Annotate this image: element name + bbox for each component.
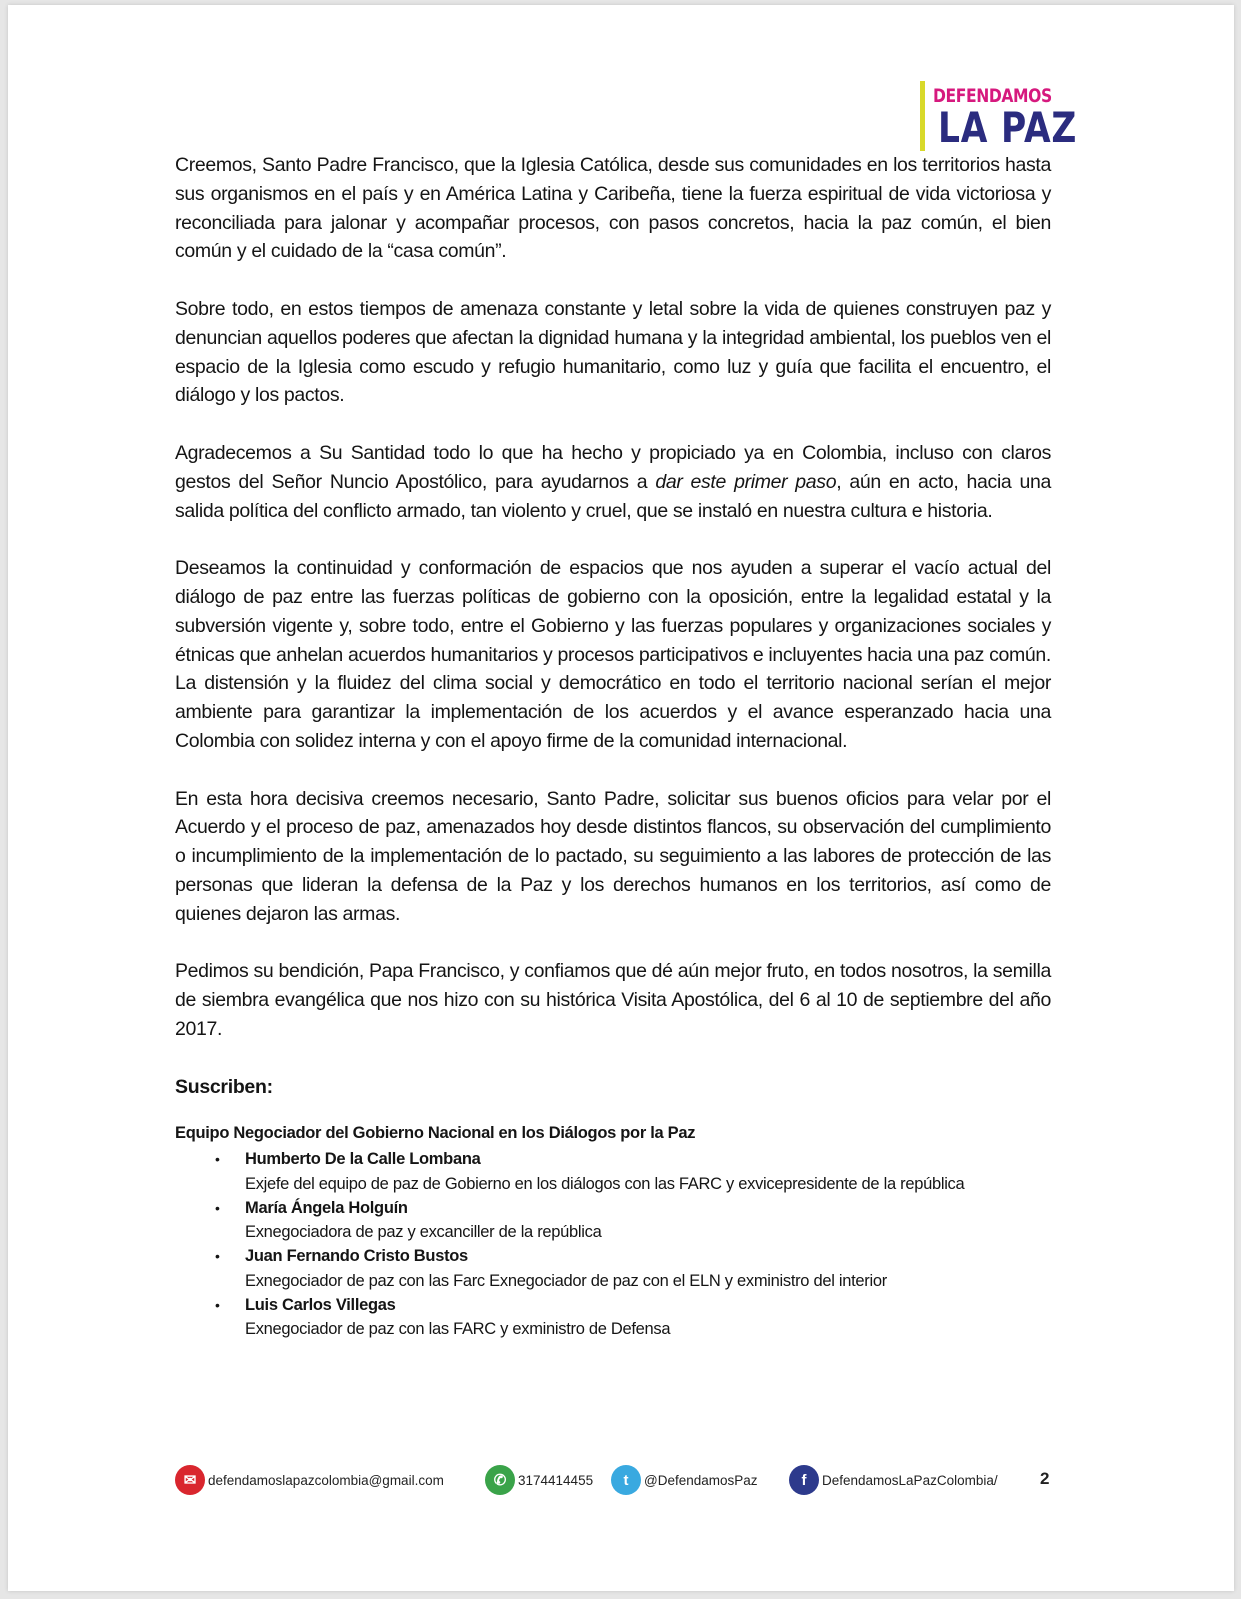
paragraph-2: Sobre todo, en estos tiempos de amenaza constante y letal sobre la vida de quienes construyen paz y denuncian aquellos poderes que afectan la dignidad humana y la integridad ambiental, los pueblos ven el espacio de la Iglesia como escudo y refugio humanitario, como luz y guía que facilita el encuentro, el diálogo y los pactos. bbox=[175, 297, 1051, 407]
paragraph-3-end: , aún en acto, hacia una salida política del conflicto armado, tan violento y cruel, que se instaló en nuestra cultura e historia. bbox=[175, 470, 1051, 522]
page-number: 2 bbox=[1040, 1469, 1050, 1488]
signer-list bbox=[175, 1147, 1051, 1341]
signer-name: María Ángela Holguín bbox=[245, 1198, 408, 1217]
page-footer bbox=[175, 1463, 1055, 1497]
subscribe-heading: Suscriben: bbox=[175, 1075, 273, 1098]
paragraph-3 bbox=[175, 439, 1051, 525]
mail-icon: ✉ bbox=[175, 1465, 205, 1495]
paragraph-1: Creemos, Santo Padre Francisco, que la Iglesia Católica, desde sus comunidades en los territorios hasta sus organismos en el país y en América Latina y Caribeña, tiene la fuerza espiritual de vida victoriosa y reconciliada para jalonar y acompañar procesos, con pasos concretos, hacia la paz común, el bien común y el cuidado de la “casa común”. bbox=[175, 154, 1051, 263]
phone-number[interactable]: 3174414455 bbox=[518, 1472, 594, 1488]
paragraph-4: Deseamos la continuidad y conformación de espacios que nos ayuden a superar el vacío actual del diálogo de paz entre las fuerzas políticas de gobierno con la oposición, entre la legalidad estatal y la subversión vigente y, sobre todo, entre el Gobierno y las fuerzas populares y organizaciones sociales y étnicas que anhelan acuerdos humanitarios y procesos participativos e incluyentes hacia una paz común. La distensión y la fluidez del clima social y democrático en todo el territorio nacional serían el mejor ambiente para garantizar la implementación de los acuerdos y el avance esperanzado hacia una Colombia con solidez interna y con el apoyo firme de la comunidad internacional. bbox=[175, 557, 1051, 752]
signer-item bbox=[175, 1244, 1051, 1293]
paragraph-3-start: Agradecemos a Su Santidad todo lo que ha hecho y propiciado ya en Colombia, incluso con claros gestos del Señor Nuncio Apostólico, para ayudarnos a bbox=[175, 441, 1051, 493]
footer-facebook[interactable] bbox=[789, 1463, 998, 1497]
document-page bbox=[8, 5, 1234, 1591]
signer-name: Luis Carlos Villegas bbox=[245, 1296, 396, 1315]
paragraph-6: Pedimos su bendición, Papa Francisco, y confiamos que dé aún mejor fruto, en todos nosotros, la semilla de siembra evangélica que nos hizo con su histórica Visita Apostólica, del 6 al 10 de septiembre del año 2017. bbox=[175, 960, 1051, 1040]
facebook-icon: f bbox=[789, 1465, 819, 1495]
signer-name: Humberto De la Calle Lombana bbox=[245, 1150, 481, 1169]
footer-email[interactable] bbox=[175, 1463, 444, 1497]
signer-item bbox=[175, 1293, 1051, 1342]
signer-group-title: Equipo Negociador del Gobierno Nacional en los Diálogos por la Paz bbox=[175, 1124, 696, 1143]
logo-accent-bar bbox=[920, 81, 925, 151]
signer-item bbox=[175, 1147, 1051, 1196]
facebook-page[interactable]: DefendamosLaPazColombia/ bbox=[822, 1472, 998, 1488]
email-link[interactable]: defendamoslapazcolombia@gmail.com bbox=[208, 1472, 444, 1488]
signer-role: Exnegociador de paz con las Farc Exnegociador de paz con el ELN y exministro del interior bbox=[245, 1271, 887, 1290]
bullet-icon: • bbox=[215, 1248, 220, 1265]
bullet-icon: • bbox=[215, 1151, 220, 1168]
signer-role: Exjefe del equipo de paz de Gobierno en los diálogos con las FARC y exvicepresidente de la república bbox=[245, 1174, 965, 1193]
paragraph-5: En esta hora decisiva creemos necesario, Santo Padre, solicitar sus buenos oficios para velar por el Acuerdo y el proceso de paz, amenazados hoy desde distintos flancos, su observación del cumplimiento o incumplimiento de la implementación de lo pactado, su seguimiento a las labores de protección de las personas que lideran la defensa de la Paz y los derechos humanos en los territorios, así como de quienes dejaron las armas. bbox=[175, 787, 1051, 925]
whatsapp-icon: ✆ bbox=[485, 1465, 515, 1495]
signer-role: Exnegociadora de paz y excanciller de la república bbox=[245, 1223, 602, 1242]
letter-body bbox=[175, 151, 1051, 1342]
twitter-icon: t bbox=[611, 1465, 641, 1495]
signer-item bbox=[175, 1196, 1051, 1245]
signer-role: Exnegociador de paz con las FARC y exministro de Defensa bbox=[245, 1320, 671, 1339]
footer-whatsapp[interactable] bbox=[485, 1463, 593, 1497]
bullet-icon: • bbox=[215, 1199, 220, 1216]
bullet-icon: • bbox=[215, 1297, 220, 1314]
paragraph-3-italic: dar este primer paso bbox=[655, 470, 837, 493]
logo-line-2: LA PAZ bbox=[938, 103, 1078, 152]
footer-twitter[interactable] bbox=[611, 1463, 758, 1497]
twitter-handle[interactable]: @DefendamosPaz bbox=[644, 1472, 758, 1488]
signer-name: Juan Fernando Cristo Bustos bbox=[245, 1247, 468, 1266]
logo-line-1: DEFENDAMOS bbox=[933, 85, 1052, 107]
